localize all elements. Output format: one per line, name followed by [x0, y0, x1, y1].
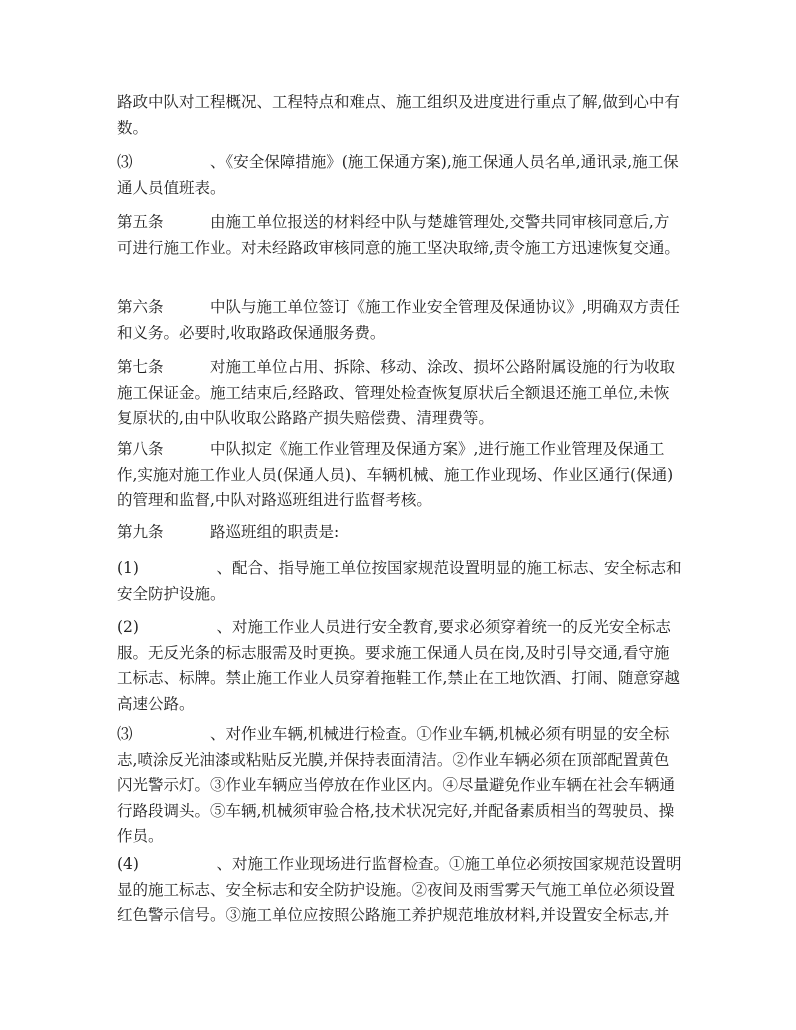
paragraph: (2) 、对施工作业人员进行安全教育,要求必须穿着统一的反光安全标志服。无反光条的标志服需及时更换。要求施工保通人员在岗,及时引导交通,看守施工标志、标牌。禁止施工作业人员穿着拖鞋工作,禁止在工地饮酒、打闹、随意穿越高速公路。: [117, 618, 680, 713]
paragraph: 第九条 路巡班组的职责是:: [117, 523, 340, 541]
paragraph: ⑶ 、《安全保障措施》(施工保通方案),施工保通人员名单,通讯录,施工保通人员值班表。: [117, 153, 679, 197]
paragraph: (1) 、配合、指导施工单位按国家规范设置明显的施工标志、安全标志和安全防护设施。: [117, 559, 682, 603]
paragraph: 第六条 中队与施工单位签订《施工作业安全管理及保通协议》,明确双方责任和义务。必要时,收取路政保通服务费。: [117, 298, 680, 342]
paragraph: 路政中队对工程概况、工程特点和难点、施工组织及进度进行重点了解,做到心中有数。: [117, 93, 680, 137]
paragraph: ⑶ 、对作业车辆,机械进行检查。①作业车辆,机械必须有明显的安全标志,喷涂反光油漆或粘贴反光膜,并保持表面清洁。②作业车辆必须在顶部配置黄色闪光警示灯。③作业车辆应当停放在作业区内。④尽量避免作业车辆在社会车辆通行路段调头。⑤车辆,机械须审验合格,技术状况完好,并配备素质相当的驾驶员、操作员。: [117, 725, 676, 845]
paragraph: 第五条 由施工单位报送的材料经中队与楚雄管理处,交警共同审核同意后,方可进行施工作业。对未经路政审核同意的施工坚决取缔,责令施工方迅速恢复交通。: [117, 213, 680, 257]
paragraph: 第八条 中队拟定《施工作业管理及保通方案》,进行施工作业管理及保通工作,实施对施工作业人员(保通人员)、车辆机械、施工作业现场、作业区通行(保通)的管理和监督,中队对路巡班组进行监督考核。: [117, 440, 674, 509]
paragraph: (4) 、对施工作业现场进行监督检查。①施工单位必须按国家规范设置明显的施工标志、安全标志和安全防护设施。②夜间及雨雪雾天气施工单位必须设置红色警示信号。③施工单位应按照公路施工养护规范堆放材料,并设置安全标志,并: [117, 855, 682, 924]
paragraph: 第七条 对施工单位占用、拆除、移动、涂改、损坏公路附属设施的行为收取施工保证金。施工结束后,经路政、管理处检查恢复原状后全额退还施工单位,未恢复原状的,由中队收取公路路产损失赔偿费、清理费等。: [117, 358, 676, 427]
